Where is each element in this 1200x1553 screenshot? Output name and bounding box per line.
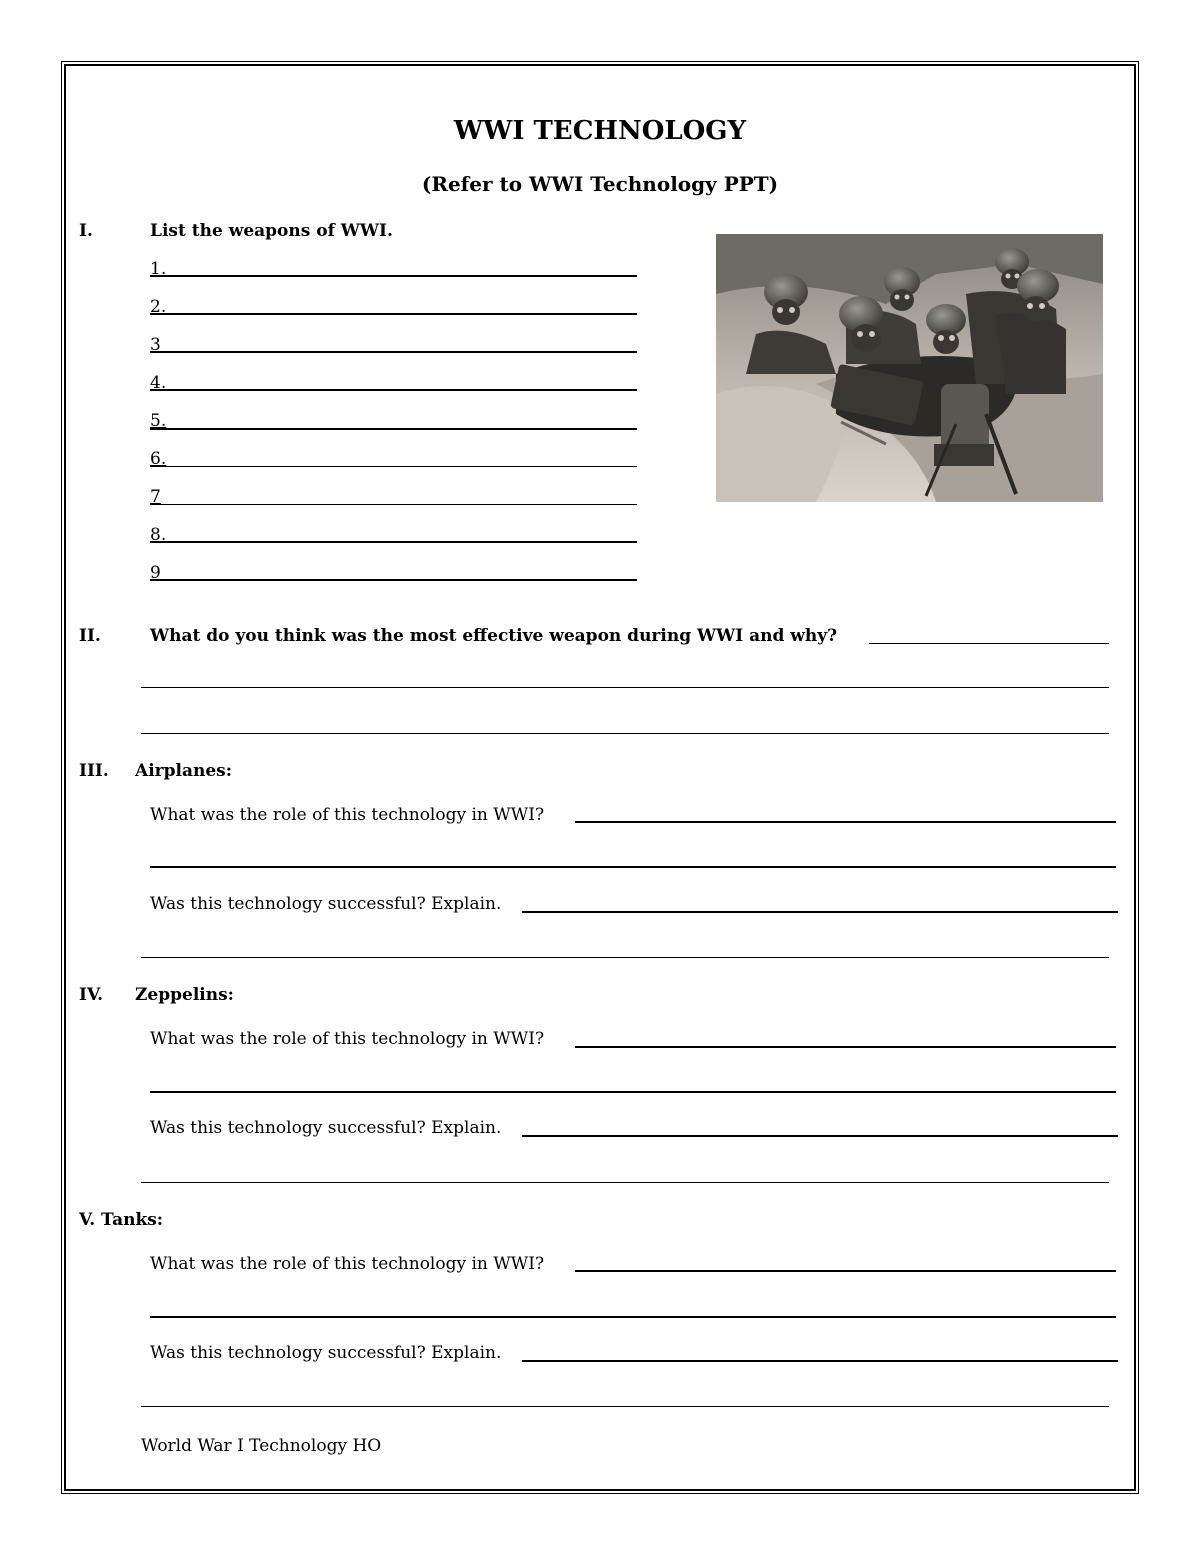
weapon-item-9-number: 9 (150, 563, 161, 583)
weapon-item-8-number: 8. (150, 525, 167, 545)
airplanes-success-question: Was this technology successful? Explain. (150, 894, 502, 914)
airplanes-role-question: What was the role of this technology in WWI? (150, 805, 545, 825)
section-2-numeral: II. (79, 626, 101, 646)
section-2-answer-line-2[interactable] (141, 687, 1109, 688)
tanks-role-answer-line-2[interactable] (150, 1316, 1116, 1318)
airplanes-success-answer-line-2[interactable] (141, 957, 1109, 958)
tanks-success-question: Was this technology successful? Explain. (150, 1343, 502, 1363)
weapon-item-4-answer-line[interactable] (150, 389, 637, 391)
zeppelins-success-question: Was this technology successful? Explain. (150, 1118, 502, 1138)
section-4-numeral: IV. (79, 985, 104, 1005)
zeppelins-success-answer-line-1[interactable] (522, 1135, 1118, 1137)
airplanes-success-answer-line-1[interactable] (522, 911, 1118, 913)
weapon-item-3-number: 3 (150, 335, 161, 355)
zeppelins-role-question: What was the role of this technology in WWI? (150, 1029, 545, 1049)
zeppelins-role-answer-line-2[interactable] (150, 1091, 1116, 1093)
page-title: WWI TECHNOLOGY (453, 116, 747, 146)
weapon-item-1-answer-line[interactable] (150, 275, 637, 277)
airplanes-role-answer-line-2[interactable] (150, 866, 1116, 868)
tanks-role-question: What was the role of this technology in WWI? (150, 1254, 545, 1274)
section-2-answer-line-3[interactable] (141, 733, 1109, 734)
weapon-item-2-number: 2. (150, 297, 167, 317)
weapon-item-4-number: 4. (150, 373, 167, 393)
weapon-item-2-answer-line[interactable] (150, 313, 637, 315)
section-1-heading: List the weapons of WWI. (150, 221, 393, 241)
tanks-success-answer-line-1[interactable] (522, 1360, 1118, 1362)
section-1-numeral: I. (79, 221, 93, 241)
tanks-role-answer-line-1[interactable] (575, 1270, 1116, 1272)
weapon-item-1-number: 1. (150, 259, 167, 279)
weapon-item-3-answer-line[interactable] (150, 351, 637, 353)
section-3-numeral: III. (79, 761, 109, 781)
weapon-item-5-number: 5. (150, 411, 167, 431)
section-4-heading: Zeppelins: (135, 985, 234, 1005)
zeppelins-role-answer-line-1[interactable] (575, 1046, 1116, 1048)
section-5-heading: V. Tanks: (79, 1210, 164, 1230)
weapon-item-9-answer-line[interactable] (150, 579, 637, 581)
weapon-item-6-number: 6. (150, 449, 167, 469)
weapon-item-6-answer-line[interactable] (150, 466, 637, 467)
section-2-answer-line-1[interactable] (869, 643, 1109, 644)
weapon-item-7-number: 7 (150, 487, 161, 507)
section-3-heading: Airplanes: (135, 761, 232, 781)
zeppelins-success-answer-line-2[interactable] (141, 1182, 1109, 1183)
weapon-item-8-answer-line[interactable] (150, 541, 637, 543)
airplanes-role-answer-line-1[interactable] (575, 821, 1116, 823)
weapon-item-7-answer-line[interactable] (150, 504, 637, 505)
page-subtitle: (Refer to WWI Technology PPT) (421, 172, 779, 196)
tanks-success-answer-line-2[interactable] (141, 1406, 1109, 1407)
section-2-question: What do you think was the most effective weapon during WWI and why? (150, 626, 838, 646)
soldiers-gas-masks-photo (716, 234, 1103, 502)
footer-label: World War I Technology HO (141, 1436, 382, 1456)
weapon-item-5-answer-line[interactable] (150, 428, 637, 430)
